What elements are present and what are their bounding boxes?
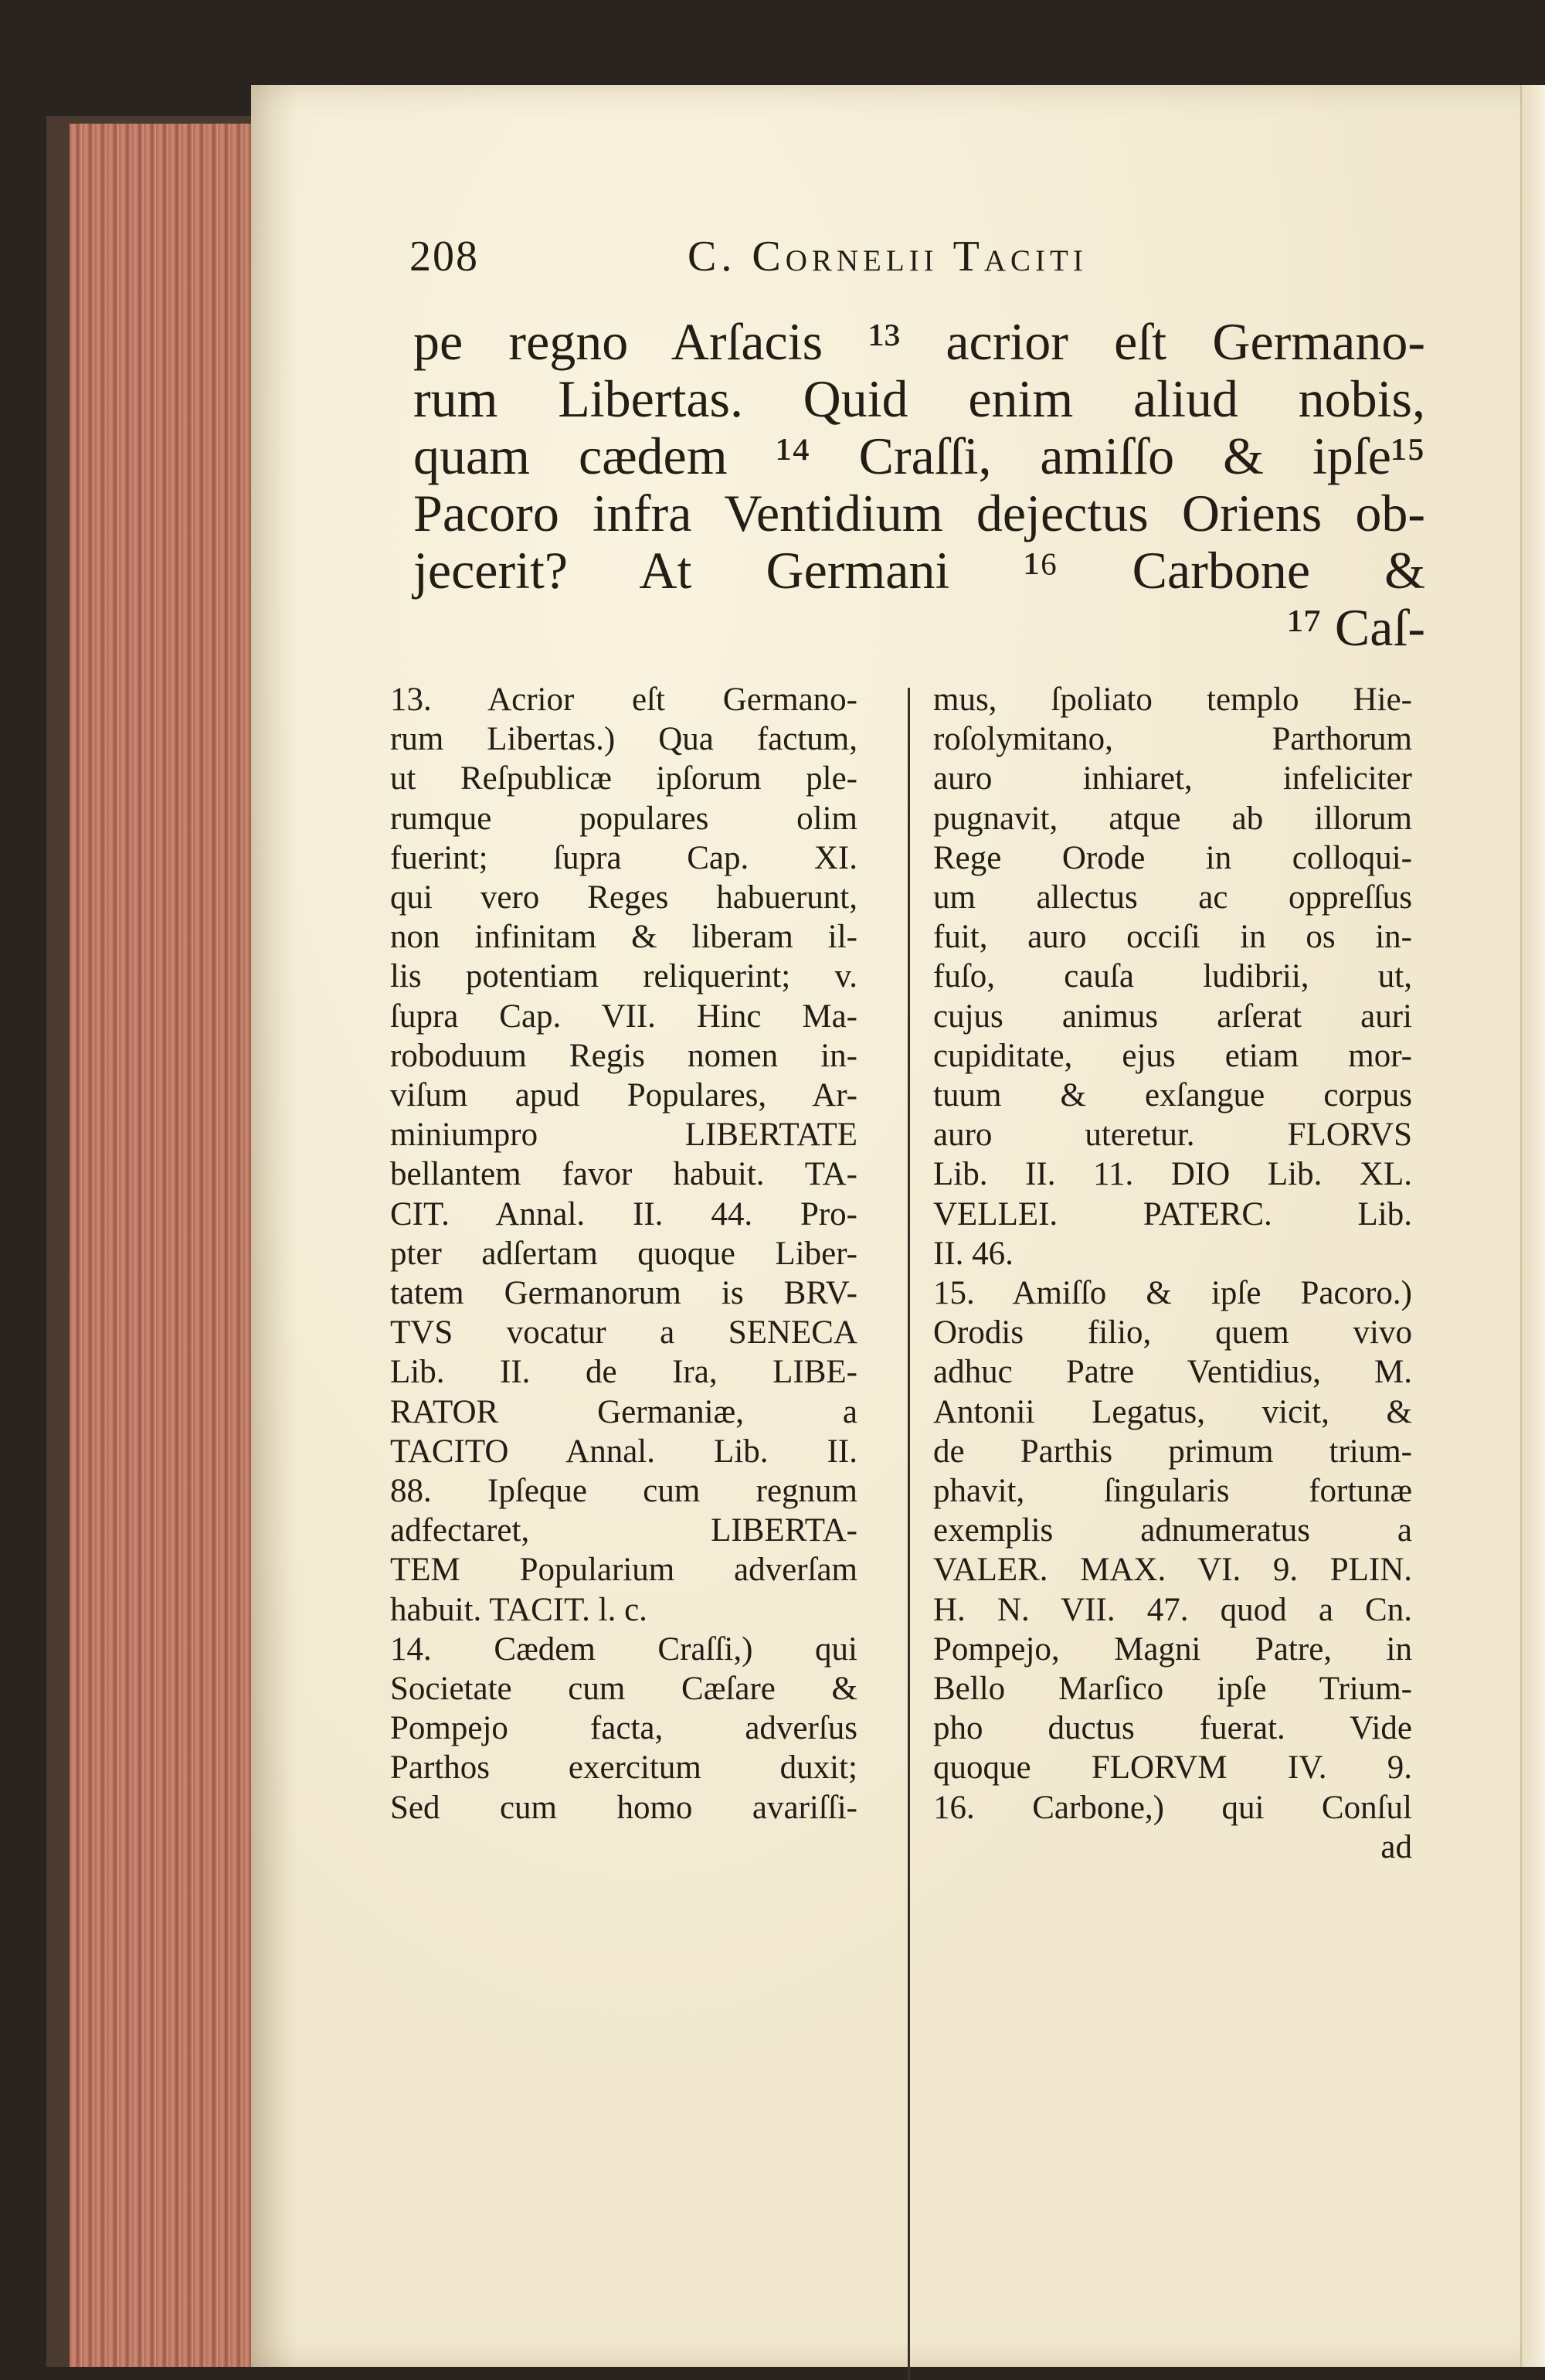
notes-left-column — [390, 680, 857, 1828]
note-line: tuum & exſangue corpus — [933, 1077, 1412, 1114]
column-divider — [908, 688, 910, 2380]
note-line: roboduum Regis nomen in- — [390, 1037, 857, 1074]
note-line: viſum apud Populares, Ar- — [390, 1077, 857, 1114]
note-line: de Parthis primum trium- — [933, 1433, 1412, 1470]
note-line: 16. Carbone,) qui Conſul — [933, 1789, 1412, 1826]
note-line: 15. Amiſſo & ipſe Pacoro.) — [933, 1275, 1412, 1312]
note-line: ut Reſpublicæ ipſorum ple- — [390, 760, 857, 797]
note-line: miniumpro LIBERTATE — [390, 1117, 857, 1154]
page-number: 208 — [409, 233, 479, 280]
note-line: cujus animus arſerat auri — [933, 998, 1412, 1035]
note-line: H. N. VII. 47. quod a Cn. — [933, 1591, 1412, 1628]
note-line: fuerint; ſupra Cap. XI. — [390, 839, 857, 876]
main-text-line: ¹⁷ Caſ- — [1287, 598, 1425, 657]
note-line: TEM Popularium adverſam — [390, 1552, 857, 1589]
note-line: TACITO Annal. Lib. II. — [390, 1433, 857, 1470]
note-line: exemplis adnumeratus a — [933, 1512, 1412, 1549]
note-line: Antonii Legatus, vicit, & — [933, 1393, 1412, 1430]
note-line: Pompejo, Magni Patre, in — [933, 1630, 1412, 1668]
note-line: bellantem favor habuit. TA- — [390, 1156, 857, 1193]
note-line: Lib. II. de Ira, LIBE- — [390, 1354, 857, 1391]
note-line: non infinitam & liberam il- — [390, 919, 857, 956]
main-text-line: Pacoro infra Ventidium dejectus Oriens ob- — [413, 484, 1425, 542]
note-line: VELLEI. PATERC. Lib. — [933, 1195, 1412, 1232]
note-line: CIT. Annal. II. 44. Pro- — [390, 1195, 857, 1232]
note-line: Societate cum Cæſare & — [390, 1671, 857, 1708]
note-line: rumque populares olim — [390, 800, 857, 837]
note-line: 88. Ipſeque cum regnum — [390, 1473, 857, 1510]
note-line: auro inhiaret, infeliciter — [933, 760, 1412, 797]
note-line: VALER. MAX. VI. 9. PLIN. — [933, 1552, 1412, 1589]
note-line: adhuc Patre Ventidius, M. — [933, 1354, 1412, 1391]
main-text-line: rum Libertas. Quid enim aliud nobis, — [413, 369, 1425, 428]
note-line: II. 46. — [933, 1235, 1014, 1272]
note-line: 14. Cædem Craſſi,) qui — [390, 1630, 857, 1668]
running-title: C. Cornelii Taciti — [688, 233, 1088, 280]
note-line: tatem Germanorum is BRV- — [390, 1275, 857, 1312]
note-line: Rege Orode in colloqui- — [933, 839, 1412, 876]
note-line: um allectus ac oppreſſus — [933, 879, 1412, 916]
notes-right-column — [933, 680, 1412, 1867]
running-head — [409, 232, 1414, 294]
note-line: pugnavit, atque ab illorum — [933, 800, 1412, 837]
note-line: ſupra Cap. VII. Hinc Ma- — [390, 998, 857, 1035]
note-line: phavit, ſingularis fortunæ — [933, 1473, 1412, 1510]
note-line: rum Libertas.) Qua factum, — [390, 721, 857, 758]
main-text-line: pe regno Arſacis ¹³ acrior eſt Germano- — [413, 312, 1425, 371]
note-line: Sed cum homo avariſſi- — [390, 1789, 857, 1826]
note-line: quoque FLORVM IV. 9. — [933, 1749, 1412, 1787]
note-line: habuit. TACIT. l. c. — [390, 1591, 647, 1628]
page-edges — [70, 124, 266, 2367]
note-line: adfectaret, LIBERTA- — [390, 1512, 857, 1549]
note-line: qui vero Reges habuerunt, — [390, 879, 857, 916]
page-gutter — [1520, 85, 1545, 2367]
note-line: lis potentiam reliquerint; v. — [390, 958, 857, 995]
note-line: auro uteretur. FLORVS — [933, 1117, 1412, 1154]
note-line: Parthos exercitum duxit; — [390, 1749, 857, 1787]
main-text — [413, 313, 1425, 656]
note-line: roſolymitano, Parthorum — [933, 721, 1412, 758]
note-line: pter adſertam quoque Liber- — [390, 1235, 857, 1272]
note-line: TVS vocatur a SENECA — [390, 1314, 857, 1352]
catchword: ad — [1380, 1828, 1412, 1865]
note-line: Lib. II. 11. DIO Lib. XL. — [933, 1156, 1412, 1193]
note-line: Pompejo facta, adverſus — [390, 1710, 857, 1747]
note-line: fuit, auro occiſi in os in- — [933, 919, 1412, 956]
note-line: RATOR Germaniæ, a — [390, 1393, 857, 1430]
note-line: 13. Acrior eſt Germano- — [390, 682, 857, 718]
note-line: pho ductus fuerat. Vide — [933, 1710, 1412, 1747]
main-text-line: quam cædem ¹⁴ Craſſi, amiſſo & ipſe¹⁵ — [413, 427, 1425, 485]
note-line: fuſo, cauſa ludibrii, ut, — [933, 958, 1412, 995]
note-line: cupiditate, ejus etiam mor- — [933, 1037, 1412, 1074]
note-line: Bello Marſico ipſe Trium- — [933, 1671, 1412, 1708]
note-line: Orodis filio, quem vivo — [933, 1314, 1412, 1352]
note-line: mus, ſpoliato templo Hie- — [933, 682, 1412, 718]
main-text-line: jecerit? At Germani ¹⁶ Carbone & — [413, 541, 1425, 600]
